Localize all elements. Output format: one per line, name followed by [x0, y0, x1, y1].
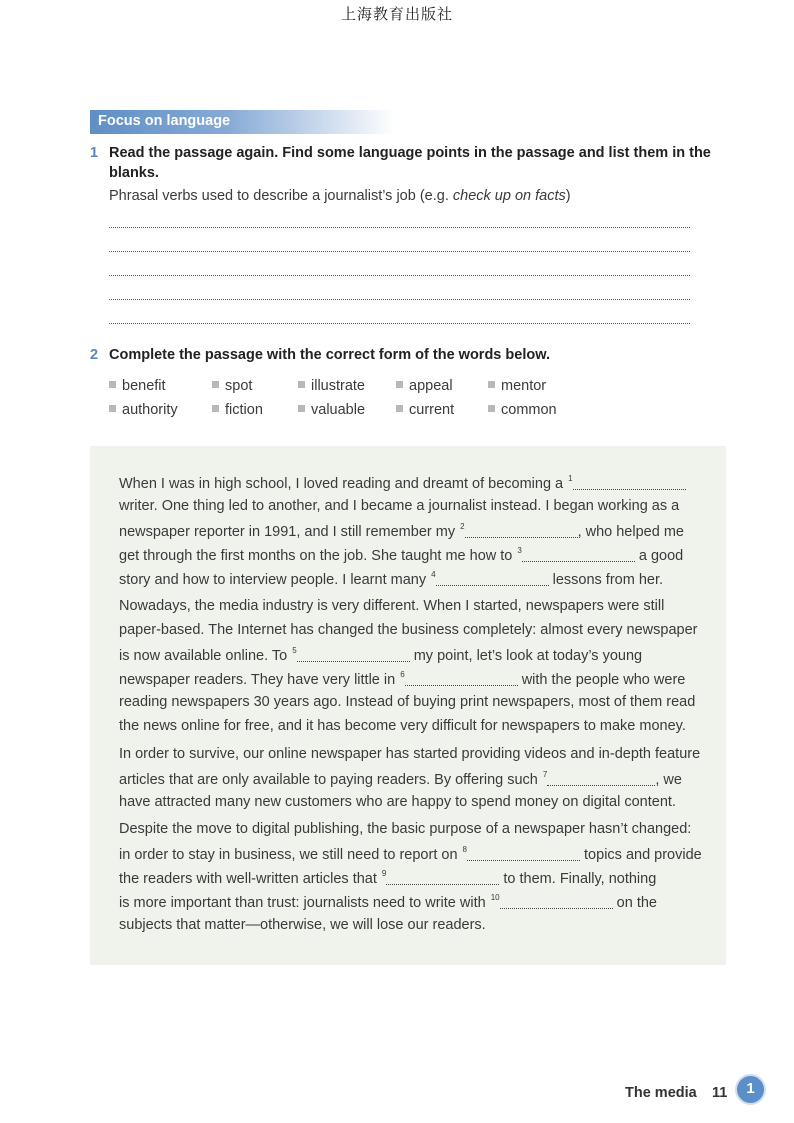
blank-1[interactable]	[573, 475, 686, 490]
passage-line: articles that are only available to paying readers. By offering such $^7$ , we	[119, 770, 682, 788]
passage-line: When I was in high school, I loved reading and dreamt of becoming a $^1$	[119, 474, 686, 492]
bullet-square-icon	[298, 405, 305, 412]
footer-page-number: 11	[712, 1085, 728, 1101]
question-2-instruction: Complete the passage with the correct form of the words below.	[109, 347, 550, 363]
word-bank-item: benefit	[109, 378, 166, 394]
word-bank-item: common	[488, 402, 557, 418]
passage-line: is now available online. To $^5$ my point, let’s look at today’s young	[119, 646, 643, 664]
answer-line[interactable]	[109, 299, 690, 300]
word-bank-item: spot	[212, 378, 252, 394]
passage-line: story and how to interview people. I learnt many $^4$ lessons from her.	[119, 570, 664, 588]
question-1-instruction-line-2: blanks.	[109, 165, 159, 181]
unit-number: 1	[746, 1080, 755, 1097]
passage-line: the news online for free, and it has become very difficult for newspapers to make money.	[119, 718, 686, 734]
bullet-square-icon	[212, 405, 219, 412]
word-bank-item: mentor	[488, 378, 546, 394]
passage-line: writer. One thing led to another, and I became a journalist instead. I began working as a	[119, 498, 680, 514]
passage-line: newspaper readers. They have very little in $^6$ with the people who were	[119, 670, 686, 688]
question-1-subprompt	[109, 188, 571, 204]
blank-number: 3	[517, 546, 522, 555]
bullet-square-icon	[109, 405, 116, 412]
blank-number: 5	[292, 646, 297, 655]
blank-number: 8	[462, 845, 467, 854]
bullet-square-icon	[298, 381, 305, 388]
question-2-number: 2	[90, 347, 99, 363]
bullet-square-icon	[488, 381, 495, 388]
bullet-square-icon	[396, 381, 403, 388]
bullet-square-icon	[109, 381, 116, 388]
blank-10[interactable]	[500, 894, 613, 909]
passage-line: subjects that matter—otherwise, we will lose our readers.	[119, 917, 486, 933]
bullet-square-icon	[488, 405, 495, 412]
bullet-square-icon	[212, 381, 219, 388]
word-bank-item: valuable	[298, 402, 365, 418]
word-bank-item: current	[396, 402, 454, 418]
passage-line: reading newspapers 30 years ago. Instead of buying print newspapers, most of them read	[119, 694, 696, 710]
blank-number: 7	[542, 770, 548, 779]
word-bank-item: authority	[109, 402, 178, 418]
blank-4[interactable]	[436, 571, 549, 586]
publisher-header: 上海教育出版社	[340, 5, 453, 23]
blank-number: 10	[490, 893, 500, 902]
passage-line: in order to stay in business, we still need to report on $^8$ topics and provide	[119, 845, 702, 863]
subprompt-suffix: )	[565, 188, 571, 204]
blank-5[interactable]	[297, 647, 410, 662]
footer-unit-title: The media	[625, 1085, 697, 1101]
blank-7[interactable]	[547, 771, 655, 786]
bullet-square-icon	[396, 405, 403, 412]
passage-line: In order to survive, our online newspaper has started providing videos and in-depth feature	[119, 746, 701, 762]
blank-6[interactable]	[405, 671, 518, 686]
blank-number: 6	[400, 670, 405, 679]
question-1-instruction-line-1: Read the passage again. Find some language points in the passage and list them in the	[109, 145, 711, 161]
blank-number: 1	[568, 474, 573, 483]
answer-line[interactable]	[109, 251, 690, 252]
passage-line: Despite the move to digital publishing, the basic purpose of a newspaper hasn’t changed:	[119, 821, 692, 837]
passage-line: have attracted many new customers who are happy to spend money on digital content.	[119, 794, 676, 810]
passage-line: is more important than trust: journalists need to write with $^{10}$ on the	[119, 893, 657, 911]
passage-line: the readers with well-written articles that $^9$ to them. Finally, nothing	[119, 869, 657, 887]
question-1-number: 1	[90, 145, 99, 161]
passage-line: get through the first months on the job. She taught me how to $^3$ a good	[119, 546, 684, 564]
answer-line[interactable]	[109, 323, 690, 324]
word-bank-item: fiction	[212, 402, 263, 418]
answer-line[interactable]	[109, 227, 690, 228]
subprompt-prefix: Phrasal verbs used to describe a journalist’s job (e.g.	[109, 188, 449, 204]
blank-2[interactable]	[465, 523, 578, 538]
blank-number: 2	[460, 522, 465, 531]
passage-line: paper-based. The Internet has changed the business completely: almost every newspaper	[119, 622, 698, 638]
blank-8[interactable]	[467, 846, 580, 861]
section-header	[90, 110, 395, 134]
blank-9[interactable]	[386, 870, 499, 885]
passage-line: newspaper reporter in 1991, and I still remember my $^2$ , who helped me	[119, 522, 684, 540]
passage-line: Nowadays, the media industry is very different. When I started, newspapers were still	[119, 598, 665, 614]
answer-line[interactable]	[109, 275, 690, 276]
word-bank-item: appeal	[396, 378, 453, 394]
subprompt-example: check up on facts	[452, 188, 566, 204]
unit-badge	[737, 1076, 764, 1103]
blank-number: 9	[381, 869, 387, 878]
word-bank-item: illustrate	[298, 378, 365, 394]
section-title: Focus on language	[98, 113, 231, 129]
blank-number: 4	[431, 570, 436, 579]
blank-3[interactable]	[522, 547, 635, 562]
